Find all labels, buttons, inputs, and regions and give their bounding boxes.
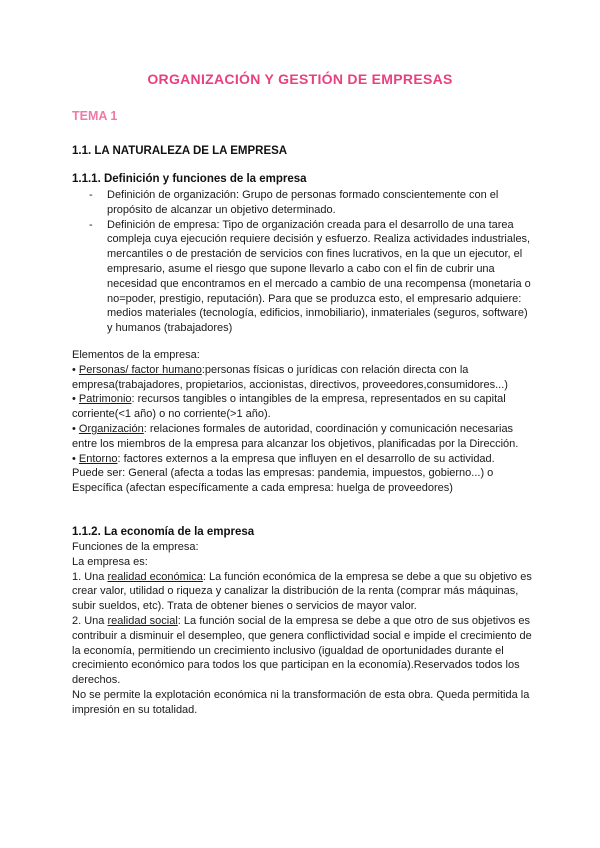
economy-line-1: Funciones de la empresa: [72, 541, 199, 553]
element-term: Entorno [78, 452, 118, 465]
bullet-glyph: • [72, 363, 76, 376]
element-text: : relaciones formales de autoridad, coordinación y comunicación necesarias entre los miembros de la empresa para alcanzar los objetivos, planificadas por la Dirección. [72, 422, 519, 450]
elements-note: Puede ser: General (afecta a todas las empresas: pandemia, impuestos, gobierno...) o Específica (afectan específicamente a cada empresa: huelga de proveedores) [72, 467, 494, 495]
economy-footer: No se permite la explotación económica ni la transformación de esta obra. Queda permitida la impresión en su totalidad. [72, 688, 530, 716]
element-item [72, 422, 532, 452]
element-item [72, 392, 532, 422]
elements-intro: Elementos de la empresa: [72, 349, 200, 361]
economy-item-2: 2. Una realidad social: La función social de la empresa se debe a que otro de sus objetivos es contribuir a disminuir el desempleo, que genera conflictividad social e impide el crecimiento de la economía, permitiendo un crecimiento inclusivo (igualdad de oportunidades durante el crecimiento económico para todos los que participan en la economía).Reservados todos los derechos. [72, 614, 532, 687]
section-heading-1-1: 1.1. LA NATURALEZA DE LA EMPRESA [72, 145, 288, 157]
section-heading-1-1-2: 1.1.2. La economía de la empresa [72, 526, 255, 538]
economy-line-2: La empresa es: [72, 555, 148, 568]
document-title: ORGANIZACIÓN Y GESTIÓN DE EMPRESAS [147, 71, 453, 87]
element-item [72, 452, 532, 467]
economy-term-1: realidad económica [107, 570, 203, 583]
bullet-glyph: • [72, 393, 76, 406]
economy-block [72, 540, 532, 718]
element-item [72, 363, 532, 393]
definition-list [89, 188, 534, 336]
definition-empresa: - Definición de empresa: Tipo de organización creada para el desarrollo de una tarea compleja cuya ejecución requiere decisión y esfuerzo. Realiza actividades industriales, mercantiles o de prestación de servicios con fines lucrativos, en la que un ejecutor, el empresario, asume el riesgo que supone llevarlo a cabo con el fin de cubrir una necesidad que encontramos en el mercado a cambio de una recompensa (monetaria o no=poder, prestigio, reputación). Para que se produzca esto, el empresario adquiere: medios materiales (tecnología, edificios, inmobiliario), inmateriales (seguros, software) y humanos (trabajadores) [89, 218, 534, 336]
elements-block [72, 348, 532, 496]
economy-item-1: 1. Una realidad económica: La función económica de la empresa se debe a que su objetivo es crear valor, utilidad o riqueza y canalizar la distribución de la renta (comprar más máquinas, subir sueldos, etc). Trata de obtener bienes o servicios de mayor valor. [72, 570, 532, 613]
element-text: : recursos tangibles o intangibles de la empresa, representados en su capital corriente(<1 año) o no corriente(>1 año). [72, 393, 506, 421]
economy-term-2: realidad social [107, 614, 178, 627]
topic-heading: TEMA 1 [72, 109, 118, 123]
bullet-glyph: • [72, 422, 76, 435]
element-term: Organización [78, 422, 144, 435]
definition-organizacion: - Definición de organización: Grupo de personas formado conscientemente con el propósito de alcanzar un objetivo determinado. [89, 188, 534, 218]
section-heading-1-1-1: 1.1.1. Definición y funciones de la empresa [72, 173, 307, 185]
element-term: Personas/ factor humano [78, 363, 202, 376]
bullet-glyph: • [72, 452, 76, 465]
element-text: :personas físicas o jurídicas con relación directa con la empresa(trabajadores, propietarios, accionistas, directivos, proveedores,consumidores...) [72, 363, 508, 391]
element-term: Patrimonio [78, 393, 132, 406]
element-text: : factores externos a la empresa que influyen en el desarrollo de su actividad. [117, 452, 495, 465]
